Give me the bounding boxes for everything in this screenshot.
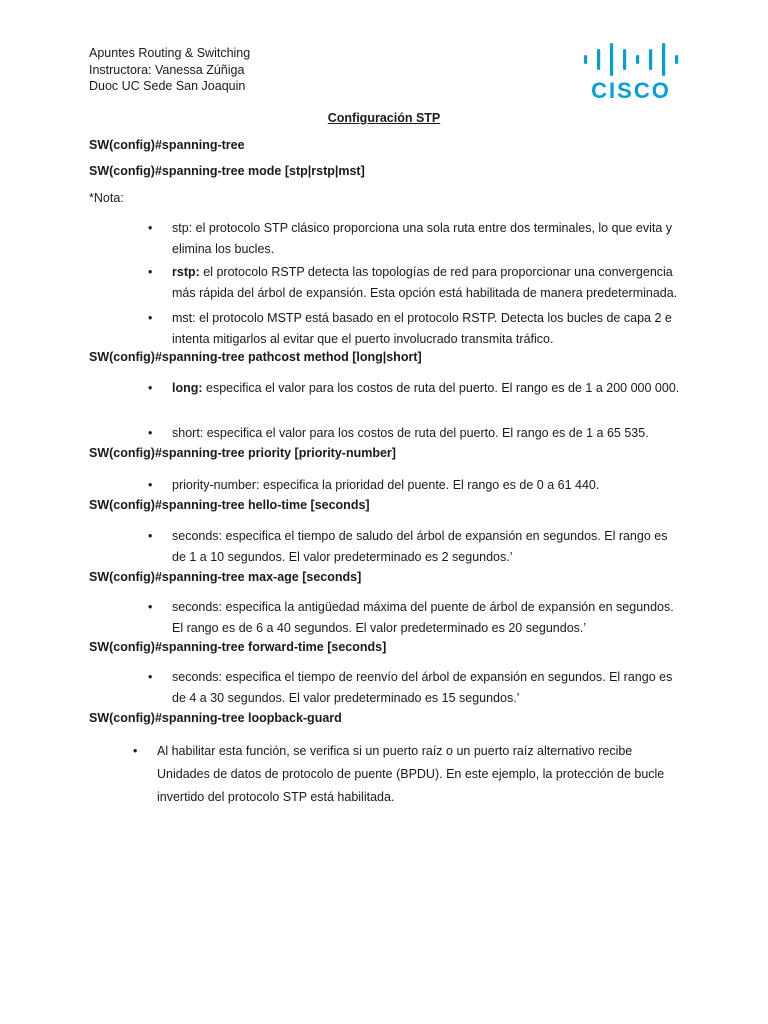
- command-forward-time: SW(config)#spanning-tree forward-time [seconds]: [89, 640, 387, 654]
- list-item: [148, 526, 683, 567]
- bullet-icon: •: [148, 265, 153, 279]
- list-item-text: Al habilitar esta función, se verifica si un puerto raíz o un puerto raíz alternativo recibe Unidades de datos de protocolo de puente (BPDU). En este ejemplo, la protección de bucle invertido del protocolo STP está habilitada.: [157, 744, 665, 804]
- list-item-text: seconds: especifica el tiempo de reenvío del árbol de expansión en segundos. El rango es de 4 a 30 segundos. El valor predeterminado es 15 segundos.’: [172, 670, 673, 705]
- list-item: [148, 423, 683, 444]
- list-item-text: mst: el protocolo MSTP está basado en el protocolo RSTP. Detecta los bucles de capa 2 e intenta mitigarlos al evitar que el puerto involucrado transmita tráfico.: [172, 311, 672, 346]
- command-max-age: SW(config)#spanning-tree max-age [seconds]: [89, 570, 362, 584]
- command-loopback-guard: SW(config)#spanning-tree loopback-guard: [89, 711, 342, 725]
- list-item: [148, 378, 683, 399]
- page-title: Configuración STP: [327, 111, 441, 125]
- command-hello-time: SW(config)#spanning-tree hello-time [seconds]: [89, 498, 370, 512]
- header-instructor: Instructora: Vanessa Zúñiga: [89, 62, 245, 77]
- bullet-icon: •: [148, 670, 153, 684]
- list-item-text: especifica el valor para los costos de ruta del puerto. El rango es de 1 a 200 000 000.: [202, 381, 680, 395]
- bullet-icon: •: [148, 600, 153, 614]
- command-spanning-tree: SW(config)#spanning-tree: [89, 138, 245, 152]
- bullet-icon: •: [148, 311, 153, 325]
- bullet-icon: •: [148, 221, 153, 235]
- cisco-bars-icon: [582, 40, 682, 100]
- command-priority: SW(config)#spanning-tree priority [priority-number]: [89, 446, 396, 460]
- list-item: [148, 667, 683, 708]
- bullet-icon: •: [148, 478, 153, 492]
- cisco-wordmark: CISCO: [591, 78, 671, 100]
- command-pathcost: SW(config)#spanning-tree pathcost method [long|short]: [89, 350, 422, 364]
- list-item: [148, 262, 683, 303]
- list-item-lead: long:: [172, 381, 203, 395]
- list-item: [148, 308, 683, 349]
- list-item: [148, 218, 683, 259]
- list-item: [148, 597, 683, 638]
- command-mode: SW(config)#spanning-tree mode [stp|rstp|mst]: [89, 164, 365, 178]
- document-header: [89, 45, 250, 95]
- list-item-lead: rstp:: [172, 265, 200, 279]
- list-item-text: priority-number: especifica la prioridad del puente. El rango es de 0 a 61 440.: [172, 478, 600, 492]
- header-course: Apuntes Routing & Switching: [89, 46, 251, 60]
- list-item-text: short: especifica el valor para los costos de ruta del puerto. El rango es de 1 a 65 535.: [172, 426, 649, 440]
- cisco-logo: [582, 40, 682, 100]
- bullet-icon: •: [148, 381, 153, 395]
- list-item-text: stp: el protocolo STP clásico proporciona una sola ruta entre dos terminales, lo que evita y elimina los bucles.: [172, 221, 673, 256]
- note-label: *Nota:: [89, 191, 124, 205]
- list-item: [148, 475, 683, 496]
- bullet-icon: •: [148, 426, 153, 440]
- list-item-text: seconds: especifica el tiempo de saludo del árbol de expansión en segundos. El rango es de 1 a 10 segundos. El valor predeterminado es 2 segundos.’: [172, 529, 668, 564]
- list-item: [133, 740, 673, 809]
- list-item-text: seconds: especifica la antigüedad máxima del puente de árbol de expansión en segundos. El rango es de 6 a 40 segundos. El valor predeterminado es 20 segundos.’: [172, 600, 674, 635]
- list-item-text: el protocolo RSTP detecta las topologías de red para proporcionar una convergencia más rápida del árbol de expansión. Esta opción está habilitada de manera predeterminada.: [172, 265, 678, 300]
- header-institution: Duoc UC Sede San Joaquin: [89, 79, 246, 93]
- bullet-icon: •: [148, 529, 153, 543]
- bullet-icon: •: [133, 744, 138, 758]
